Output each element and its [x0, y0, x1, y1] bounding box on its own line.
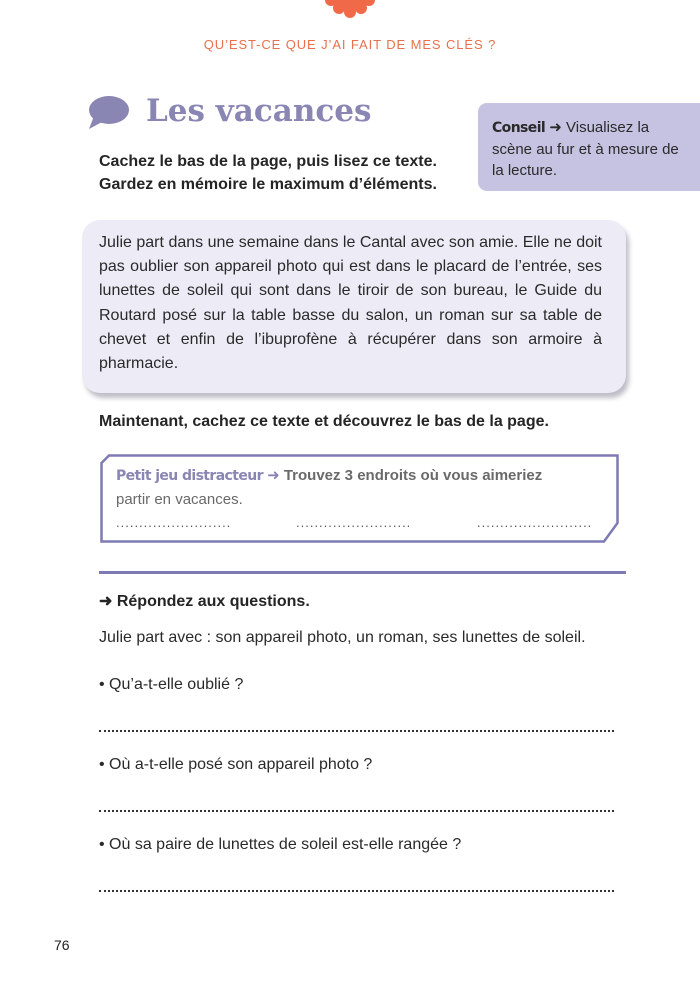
question: • Où sa paire de lunettes de soleil est-elle rangée ?	[99, 836, 462, 853]
page-header-title: QU’EST-CE QUE J’AI FAIT DE MES CLÉS ?	[203, 37, 497, 52]
instruction-line: Gardez en mémoire le maximum d’éléments.	[99, 176, 437, 193]
speech-bubble-icon	[86, 95, 130, 131]
question: • Qu’a-t-elle oublié ?	[99, 676, 244, 693]
answer-line[interactable]	[99, 890, 614, 892]
mini-game-prompt: Trouvez 3 endroits où vous aimeriez	[283, 467, 543, 484]
answer-blank[interactable]: .........................	[477, 515, 593, 530]
story-text: Julie part dans une semaine dans le Cantal avec son amie. Elle ne doit pas oublier son appareil photo qui est dans le placard de l’entrée, ses lunettes de soleil qui sont dans le tiroir de son bureau, le Guide du Routard posé sur la table basse du salon, un roman sur sa table de chevet et enfin de l’ibuprofène à récupérer dans son armoire à pharmacie.	[99, 234, 602, 373]
mini-game-label: Petit jeu distracteur	[116, 468, 263, 484]
answer-blank[interactable]: .........................	[296, 515, 412, 530]
mini-game-prompt-rest: partir en vacances.	[116, 491, 243, 508]
question: • Où a-t-elle posé son appareil photo ?	[99, 756, 373, 773]
answer-line[interactable]	[99, 810, 614, 812]
arrow-right-icon: ➜	[549, 119, 562, 136]
hide-text-instruction: Maintenant, cachez ce texte et découvrez le bas de la page.	[99, 413, 549, 430]
page-number: 76	[54, 937, 70, 953]
reading-instructions	[99, 150, 437, 196]
answer-blank[interactable]: .........................	[116, 515, 232, 530]
tip-box	[478, 103, 700, 191]
tip-label: Conseil	[492, 120, 546, 136]
mini-game-text	[116, 464, 586, 512]
answer-intro: Julie part avec : son appareil photo, un roman, ses lunettes de soleil.	[99, 629, 586, 646]
answer-heading: ➜ Répondez aux questions.	[99, 593, 310, 610]
section-title: Les vacances	[146, 93, 372, 129]
instruction-line: Cachez le bas de la page, puis lisez ce texte.	[99, 153, 437, 170]
tip-text: Visualisez la scène au fur et à mesure de la lecture.	[492, 119, 679, 179]
arrow-right-icon: ➜	[267, 467, 280, 484]
gear-icon	[322, 0, 378, 26]
section-divider	[99, 571, 626, 574]
answer-line[interactable]	[99, 730, 614, 732]
